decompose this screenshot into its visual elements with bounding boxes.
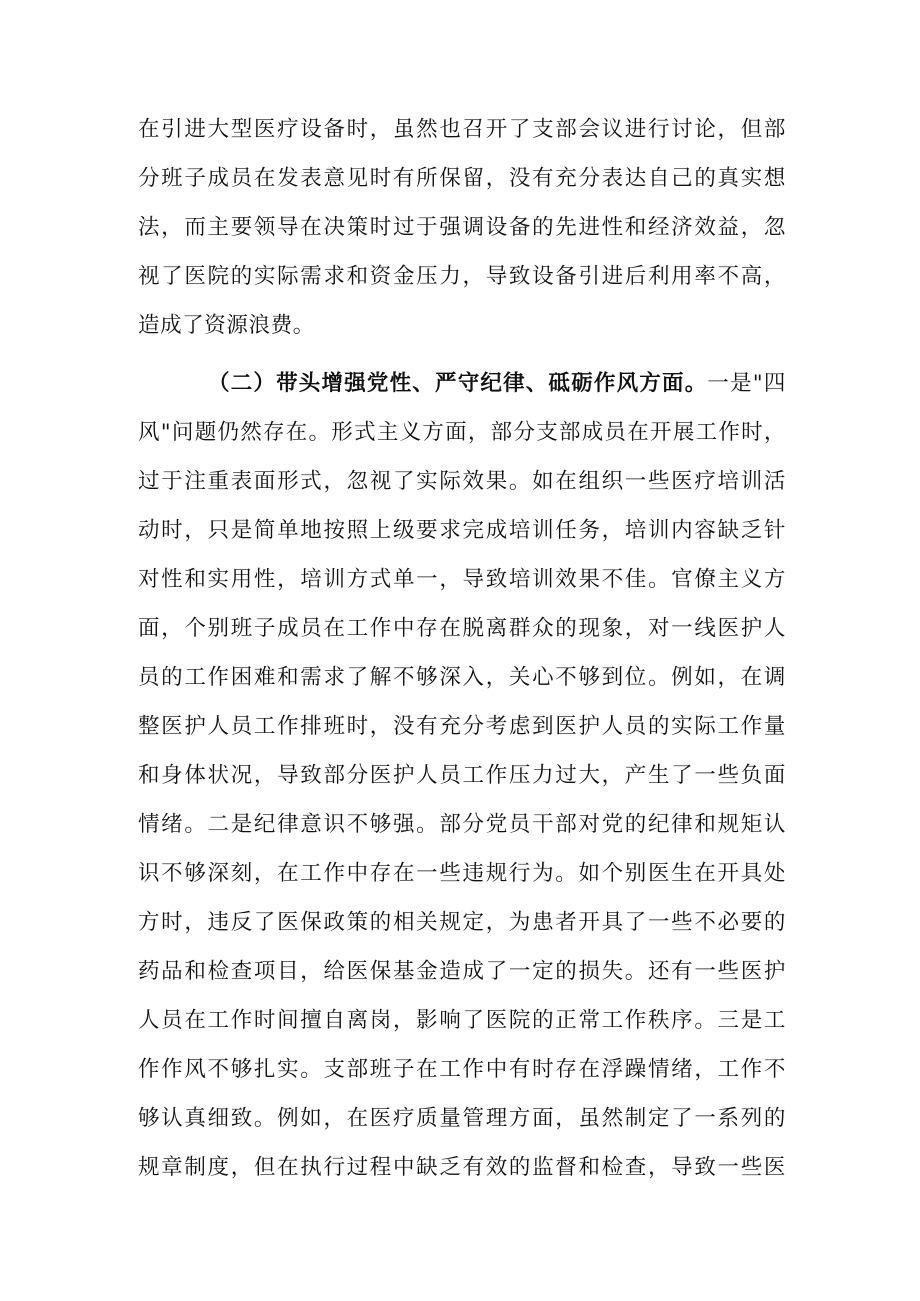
paragraph-2-line-5: 对性和实用性，培训方式单一，导致培训效果不佳。官僚主义方 [138, 567, 786, 592]
paragraph-2-line-7: 员的工作困难和需求了解不够深入，关心不够到位。例如，在调 [138, 665, 786, 690]
paragraph-2-line-11: 识不够深刻，在工作中存在一些违规行为。如个别医生在开具处 [138, 861, 786, 886]
paragraph-2-line-4: 动时，只是简单地按照上级要求完成培训任务，培训内容缺乏针 [138, 518, 786, 543]
paragraph-2-line-10: 情绪。二是纪律意识不够强。部分党员干部对党的纪律和规矩认 [138, 812, 786, 837]
paragraph-2-line-2: 风"问题仍然存在。形式主义方面，部分支部成员在开展工作时， [138, 420, 786, 445]
paragraph-1-line-5: 造成了资源浪费。 [138, 313, 315, 338]
paragraph-2-line-17: 规章制度，但在执行过程中缺乏有效的监督和检查，导致一些医 [138, 1155, 786, 1180]
paragraph-1-line-2: 分班子成员在发表意见时有所保留，没有充分表达自己的真实想 [138, 166, 786, 191]
paragraph-2-line-3: 过于注重表面形式，忽视了实际效果。如在组织一些医疗培训活 [138, 469, 786, 494]
paragraph-1-line-1: 在引进大型医疗设备时，虽然也召开了支部会议进行讨论，但部 [138, 117, 786, 142]
paragraph-2-line-6: 面，个别班子成员在工作中存在脱离群众的现象，对一线医护人 [138, 616, 786, 641]
paragraph-2-first-line-rest: 一是"四 [707, 371, 786, 396]
paragraph-2-line-13: 药品和检查项目，给医保基金造成了一定的损失。还有一些医护 [138, 959, 786, 984]
paragraph-2-line-14: 人员在工作时间擅自离岗，影响了医院的正常工作秩序。三是工 [138, 1008, 786, 1033]
section-heading: （二）带头增强党性、严守纪律、砥砺作风方面。 [208, 371, 708, 396]
paragraph-2-line-9: 和身体状况，导致部分医护人员工作压力过大，产生了一些负面 [138, 763, 786, 788]
paragraph-2-line-12: 方时，违反了医保政策的相关规定，为患者开具了一些不必要的 [138, 910, 786, 935]
paragraph-2-first-line [208, 362, 786, 406]
paragraph-1-line-3: 法，而主要领导在决策时过于强调设备的先进性和经济效益，忽 [138, 215, 786, 240]
paragraph-1-line-4: 视了医院的实际需求和资金压力，导致设备引进后利用率不高， [138, 264, 786, 289]
paragraph-2-line-16: 够认真细致。例如，在医疗质量管理方面，虽然制定了一系列的 [138, 1106, 786, 1131]
paragraph-2-line-15: 作作风不够扎实。支部班子在工作中有时存在浮躁情绪，工作不 [138, 1057, 786, 1082]
paragraph-2-line-8: 整医护人员工作排班时，没有充分考虑到医护人员的实际工作量 [138, 714, 786, 739]
